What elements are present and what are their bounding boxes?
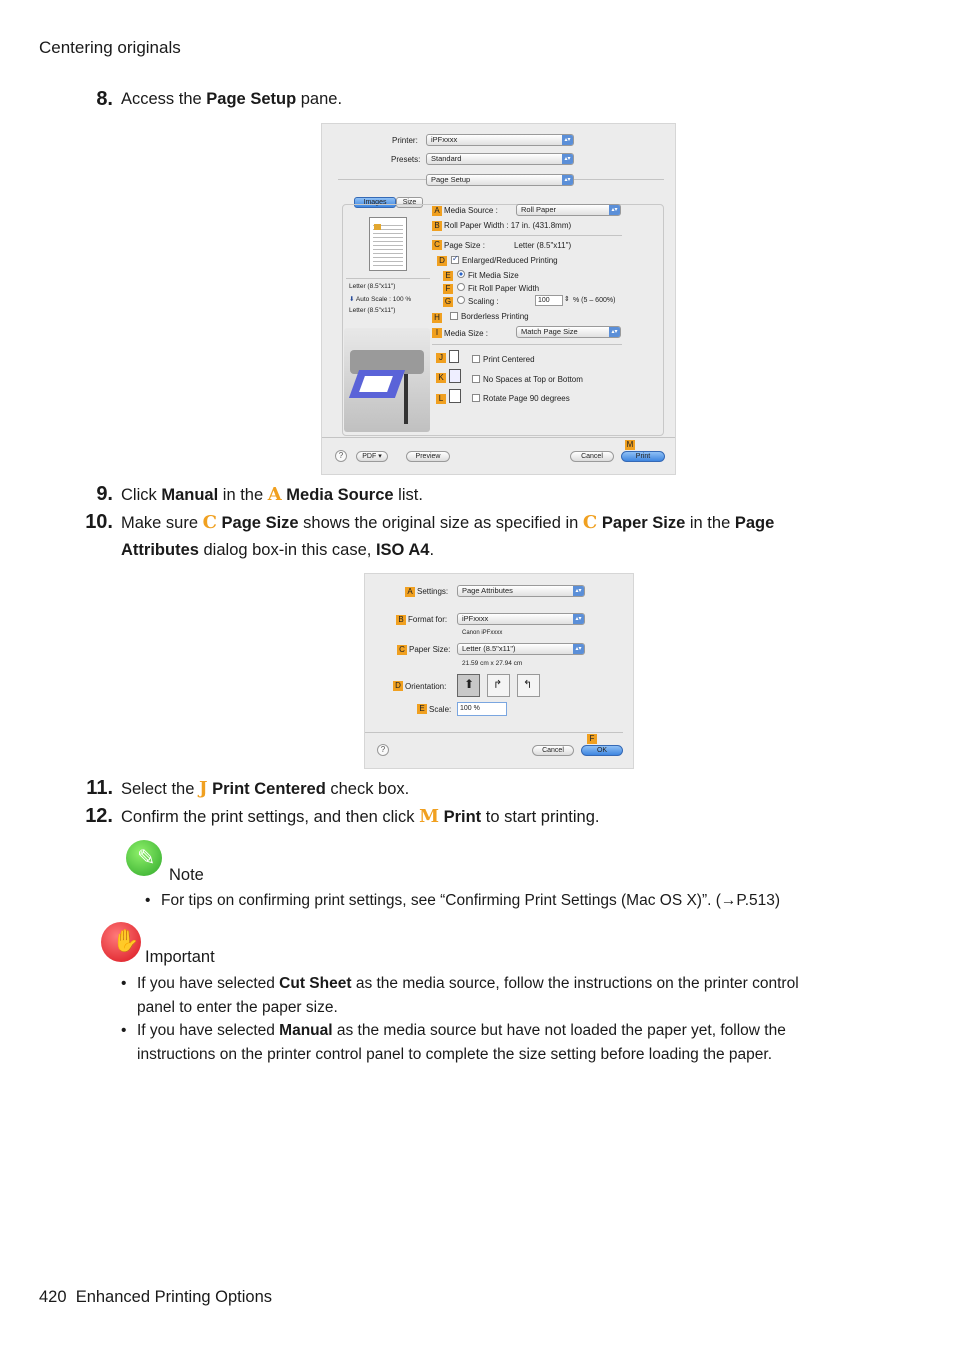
cancel-button[interactable]: Cancel bbox=[532, 745, 574, 756]
orientation-label: Orientation: bbox=[405, 682, 447, 691]
paper-size-label: Paper Size: bbox=[409, 645, 451, 654]
page-size-label: Page Size : bbox=[444, 241, 485, 250]
page-size-value: Letter (8.5"x11") bbox=[514, 241, 572, 250]
borderless-label: Borderless Printing bbox=[461, 312, 529, 321]
note-pencil-icon: ✎ bbox=[126, 840, 162, 876]
step-number: 12. bbox=[85, 805, 113, 827]
print-button[interactable]: Print bbox=[621, 451, 665, 462]
step-8 bbox=[0, 86, 954, 116]
print-centered-checkbox[interactable] bbox=[472, 355, 480, 363]
tag-g: G bbox=[444, 297, 452, 306]
pdf-button[interactable]: PDF ▾ bbox=[356, 451, 388, 462]
borderless-checkbox[interactable] bbox=[450, 312, 458, 320]
media-size-label: Media Size : bbox=[444, 329, 489, 338]
preview-button[interactable]: Preview bbox=[406, 451, 450, 462]
step-text: Select the J Print Centered check box. bbox=[121, 778, 410, 799]
step-text: Click Manual in the A Media Source list. bbox=[121, 484, 423, 505]
no-spaces-label: No Spaces at Top or Bottom bbox=[483, 375, 583, 384]
tag-d: D bbox=[437, 256, 447, 266]
important-bullet-2: • If you have selected Manual as the media source but have not loaded the paper yet, follow the instructions on the printer control panel to complete the size setting before loading the paper. bbox=[121, 1022, 786, 1063]
fit-media-radio[interactable] bbox=[457, 270, 465, 278]
scaling-input[interactable]: 100 bbox=[535, 295, 563, 306]
step-number: 8. bbox=[96, 88, 113, 110]
print-centered-label: Print Centered bbox=[483, 355, 535, 364]
note-bullet: • For tips on confirming print settings, see “Confirming Print Settings (Mac OS X)”. (→P.513) bbox=[145, 892, 781, 909]
tag-a: A bbox=[405, 587, 415, 597]
important-title: Important bbox=[145, 948, 215, 966]
tag-b: B bbox=[396, 615, 406, 625]
help-icon[interactable]: ? bbox=[335, 450, 347, 462]
enlarged-checkbox[interactable] bbox=[451, 256, 459, 264]
preview-info-2: ⬇ Auto Scale : 100 % bbox=[349, 296, 412, 303]
page-setup-dialog-screenshot bbox=[321, 123, 676, 475]
tag-j: J bbox=[436, 353, 446, 363]
step-text: Make sure C Page Size shows the original size as specified in C Paper Size in the Page Attributes dialog box-in this case, ISO A4. bbox=[121, 512, 775, 559]
fit-roll-radio[interactable] bbox=[457, 283, 465, 291]
tag-a: A bbox=[432, 206, 442, 216]
presets-popup[interactable]: Standard ▴▾ bbox=[426, 153, 574, 165]
enlarged-label: Enlarged/Reduced Printing bbox=[462, 256, 558, 265]
fit-media-label: Fit Media Size bbox=[468, 271, 519, 280]
printer-popup[interactable]: iPFxxxx ▴▾ bbox=[426, 134, 574, 146]
step-9 bbox=[0, 481, 954, 511]
step-12 bbox=[0, 803, 954, 833]
paper-size-popup[interactable]: Letter (8.5"x11") ▴▾ bbox=[457, 643, 585, 655]
rotate-label: Rotate Page 90 degrees bbox=[483, 394, 570, 403]
tag-e: E bbox=[417, 704, 427, 714]
important-hand-icon: ✋ bbox=[101, 922, 141, 962]
tag-k: K bbox=[436, 373, 446, 383]
cancel-button[interactable]: Cancel bbox=[570, 451, 614, 462]
media-source-label: Media Source : bbox=[444, 206, 498, 215]
print-centered-icon bbox=[449, 350, 459, 363]
preview-info-1: Letter (8.5"x11") bbox=[349, 283, 396, 290]
tag-d: D bbox=[393, 681, 403, 691]
rotate-icon bbox=[449, 389, 461, 403]
reverse-landscape-icon: ↰ bbox=[523, 679, 533, 691]
tag-e: E bbox=[443, 271, 453, 281]
note-title: Note bbox=[169, 866, 204, 884]
format-popup[interactable]: iPFxxxx ▴▾ bbox=[457, 613, 585, 625]
tag-m: M bbox=[626, 440, 634, 449]
page-footer: 420 Enhanced Printing Options bbox=[39, 1288, 272, 1306]
scale-label: Scale: bbox=[429, 705, 452, 714]
format-sub: Canon iPFxxxx bbox=[462, 630, 503, 636]
media-size-popup[interactable]: Match Page Size ▴▾ bbox=[516, 326, 621, 338]
roll-width-row: Roll Paper Width : 17 in. (431.8mm) bbox=[444, 221, 572, 230]
step-text: Confirm the print settings, and then click M Print to start printing. bbox=[121, 806, 600, 827]
orientation-landscape[interactable] bbox=[487, 674, 510, 697]
tag-f: F bbox=[443, 284, 453, 294]
printer-label: Printer: bbox=[392, 136, 418, 145]
orientation-portrait[interactable] bbox=[457, 674, 480, 697]
tag-b: B bbox=[432, 221, 442, 231]
step-number: 11. bbox=[86, 777, 113, 799]
tag-c: C bbox=[432, 240, 442, 250]
scale-input[interactable]: 100 % bbox=[457, 702, 507, 716]
settings-popup[interactable]: Page Attributes ▴▾ bbox=[457, 585, 585, 597]
settings-label: Settings: bbox=[417, 587, 449, 596]
step-number: 9. bbox=[96, 483, 113, 505]
rotate-checkbox[interactable] bbox=[472, 394, 480, 402]
tag-i: I bbox=[432, 328, 442, 338]
step-number: 10. bbox=[85, 511, 113, 533]
media-source-popup[interactable]: Roll Paper ▴▾ bbox=[516, 204, 621, 216]
no-spaces-checkbox[interactable] bbox=[472, 375, 480, 383]
tag-h: H bbox=[432, 313, 442, 323]
pane-popup[interactable]: Page Setup ▴▾ bbox=[426, 174, 574, 186]
preview-info-3: Letter (8.5"x11") bbox=[349, 307, 396, 314]
printer-illustration bbox=[344, 328, 430, 432]
tag-l: L bbox=[436, 394, 446, 404]
important-bullet-1: • If you have selected Cut Sheet as the media source, follow the instructions on the printer control panel to enter the paper size. bbox=[121, 975, 799, 1016]
page-attributes-dialog-screenshot bbox=[364, 573, 634, 769]
format-label: Format for: bbox=[408, 615, 448, 624]
tab-size[interactable]: Size bbox=[396, 197, 423, 208]
no-spaces-icon bbox=[449, 369, 461, 383]
portrait-icon: ⬆ bbox=[464, 677, 475, 691]
scaling-label: Scaling : bbox=[468, 297, 499, 306]
fit-roll-label: Fit Roll Paper Width bbox=[468, 284, 540, 293]
paper-size-sub: 21.59 cm x 27.94 cm bbox=[462, 660, 523, 667]
scaling-range: % (5 – 600%) bbox=[573, 297, 616, 304]
page-preview bbox=[369, 217, 407, 271]
scaling-radio[interactable] bbox=[457, 296, 465, 304]
orientation-reverse-landscape[interactable] bbox=[517, 674, 540, 697]
tag-f: F bbox=[587, 734, 597, 744]
step-11 bbox=[0, 775, 954, 805]
step-10 bbox=[0, 509, 954, 565]
page-header: Centering originals bbox=[39, 38, 181, 57]
scaling-stepper[interactable]: ⇕ bbox=[564, 296, 570, 303]
landscape-icon: ↱ bbox=[493, 679, 503, 691]
tag-c: C bbox=[397, 645, 407, 655]
help-icon[interactable]: ? bbox=[377, 744, 389, 756]
tab-images[interactable]: Images bbox=[354, 197, 396, 208]
ok-button[interactable]: OK bbox=[581, 745, 623, 756]
presets-label: Presets: bbox=[391, 155, 421, 164]
step-text: Access the Page Setup pane. bbox=[121, 90, 343, 108]
